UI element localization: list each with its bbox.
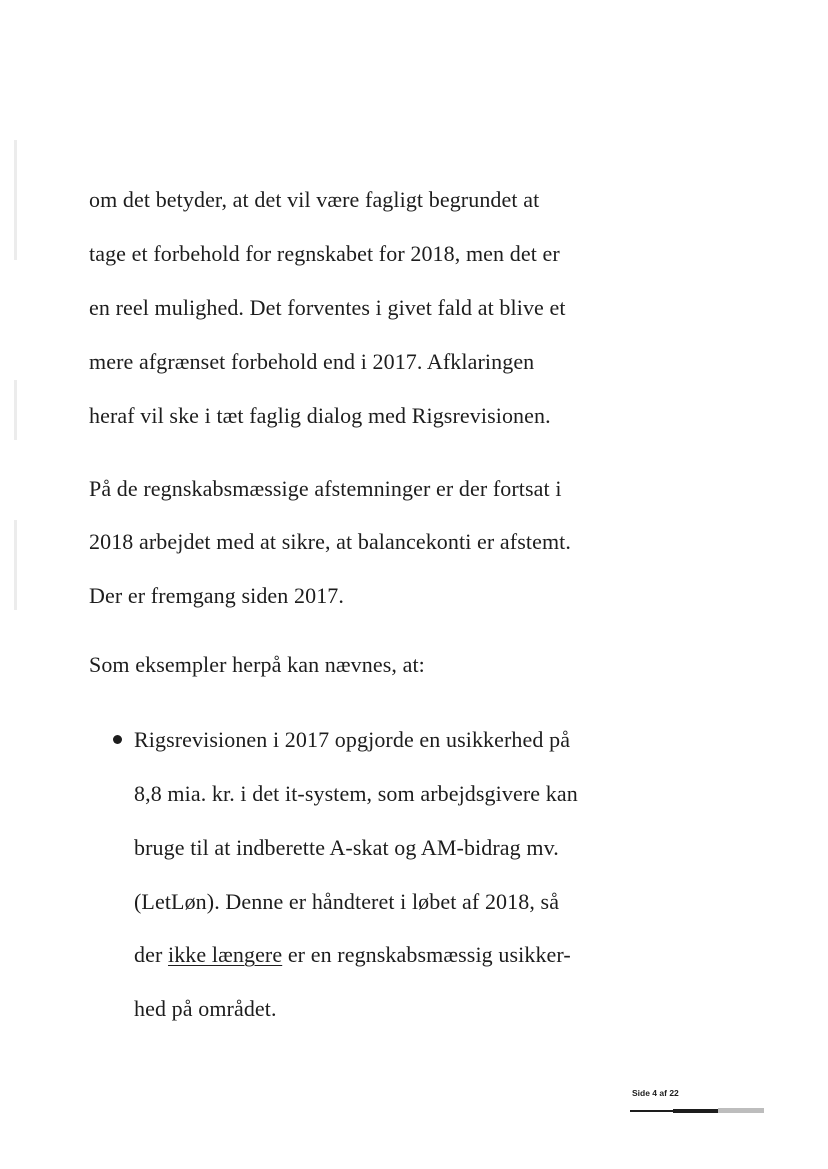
bullet-text-line: (LetLøn). Denne er håndteret i løbet af 2018, så — [134, 889, 560, 914]
bullet-text-line — [134, 941, 571, 969]
underlined-text: ikke længere — [168, 942, 283, 967]
text-line: Der er fremgang siden 2017. — [89, 583, 345, 608]
text-line: en reel mulighed. Det forventes i givet fald at blive et — [89, 295, 566, 320]
text-line: heraf vil ske i tæt faglig dialog med Rigsrevisionen. — [89, 403, 551, 428]
text-line: På de regnskabsmæssige afstemninger er der fortsat i — [89, 476, 562, 501]
bullet-text-line: 8,8 mia. kr. i det it-system, som arbejdsgivere kan — [134, 781, 578, 806]
text-line: Som eksempler herpå kan nævnes, at: — [89, 652, 425, 677]
text-line: tage et forbehold for regnskabet for 2018, men det er — [89, 241, 560, 266]
page-number: Side 4 af 22 — [632, 1088, 679, 1098]
bullet-text-line: bruge til at indberette A-skat og AM-bidrag mv. — [134, 835, 559, 860]
scan-artifact — [14, 380, 17, 440]
text-line: mere afgrænset forbehold end i 2017. Afklaringen — [89, 349, 535, 374]
text-line: 2018 arbejdet med at sikre, at balancekonti er afstemt. — [89, 529, 571, 554]
bullet-text-line: hed på området. — [134, 996, 277, 1021]
footer-rule-grey — [718, 1108, 764, 1113]
bullet-text-line: Rigsrevisionen i 2017 opgjorde en usikkerhed på — [134, 727, 571, 752]
text-segment: der — [134, 942, 168, 967]
text-line: om det betyder, at det vil være fagligt begrundet at — [89, 187, 540, 212]
footer-rule-accent — [673, 1109, 718, 1113]
bullet-dot-icon — [113, 735, 122, 744]
scan-artifact — [14, 140, 17, 260]
scan-artifact — [14, 520, 17, 610]
text-segment: er en regnskabsmæssig usikker- — [282, 942, 571, 967]
